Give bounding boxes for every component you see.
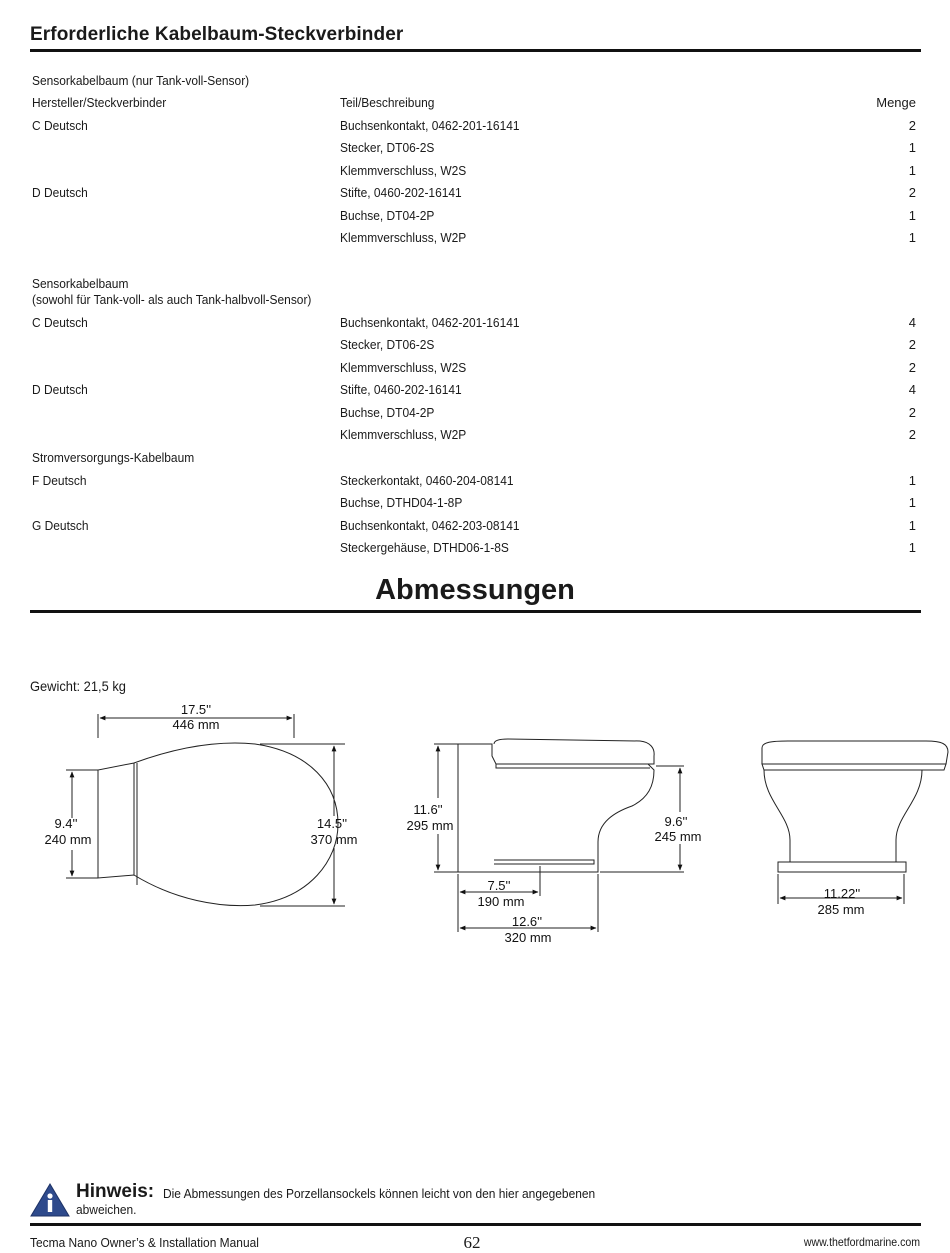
section-subtitle: (sowohl für Tank-voll- als auch Tank-halbvoll-Sensor) [32, 292, 312, 307]
dimensions-heading: Abmessungen [375, 574, 575, 606]
table-cell: Steckerkontakt, 0460-204-08141 [340, 473, 514, 488]
dim-width-in: 17.5'' [180, 702, 212, 717]
section-title: Sensorkabelbaum [32, 276, 129, 291]
dim-bowl-mm: 245 mm [654, 829, 702, 844]
table-cell: Steckergehäuse, DTHD06-1-8S [340, 540, 509, 555]
table-cell: 1 [908, 473, 916, 488]
table-cell: Stifte, 0460-202-16141 [340, 185, 462, 200]
table-cell: Buchsenkontakt, 0462-201-16141 [340, 118, 520, 133]
table-cell: D Deutsch [32, 185, 88, 200]
table-cell: 2 [908, 337, 916, 352]
table-cell: Buchse, DT04-2P [340, 405, 435, 420]
footer-rule [30, 1223, 921, 1226]
info-warning-icon [30, 1183, 70, 1217]
table-cell: Klemmverschluss, W2S [340, 163, 467, 178]
note-title: Hinweis: [76, 1181, 155, 1202]
table-cell: C Deutsch [32, 315, 88, 330]
table-cell: Klemmverschluss, W2P [340, 427, 467, 442]
table-cell: Klemmverschluss, W2S [340, 360, 467, 375]
table-cell: 2 [908, 360, 916, 375]
front-view-drawing [762, 741, 948, 904]
section-title: Sensorkabelbaum (nur Tank-voll-Sensor) [32, 73, 250, 88]
table-cell: C Deutsch [32, 118, 88, 133]
dim-bowl-in: 9.6'' [664, 814, 688, 829]
table-cell: 2 [908, 427, 916, 442]
table-cell: 1 [908, 140, 916, 155]
side-view-drawing [434, 739, 684, 932]
section-title: Stromversorgungs-Kabelbaum [32, 450, 195, 465]
table-cell: 1 [908, 208, 916, 223]
table-cell: Klemmverschluss, W2P [340, 230, 467, 245]
dim-front-width-in: 11.22'' [823, 886, 861, 901]
dim-length-in: 12.6'' [511, 914, 543, 929]
dim-width-mm: 446 mm [172, 717, 220, 732]
table-cell: 4 [908, 315, 916, 330]
dim-right-in: 14.5'' [316, 816, 348, 831]
note-text: Die Abmessungen des Porzellansockels können leicht von den hier angegebenen [163, 1186, 596, 1201]
top-view-labels [45, 702, 358, 847]
column-header-part: Teil/Beschreibung [340, 95, 435, 110]
table-cell: Stecker, DT06-2S [340, 140, 435, 155]
column-header-manufacturer: Hersteller/Steckverbinder [32, 95, 167, 110]
table-cell: 2 [908, 405, 916, 420]
table-cell: Buchsenkontakt, 0462-203-08141 [340, 518, 520, 533]
dim-height-mm: 295 mm [406, 818, 454, 833]
table-cell: 4 [908, 382, 916, 397]
dimensions-rule [30, 610, 921, 613]
table-cell: 1 [908, 518, 916, 533]
dim-base-in: 7.5'' [487, 878, 511, 893]
table-cell: D Deutsch [32, 382, 88, 397]
weight-label: Gewicht: 21,5 kg [30, 678, 126, 694]
dim-height-in: 11.6'' [413, 802, 443, 817]
dim-left-in: 9.4'' [54, 816, 78, 831]
dimension-drawings [0, 690, 950, 960]
top-view-drawing [66, 714, 348, 906]
title-rule [30, 49, 921, 52]
table-cell: 1 [908, 540, 916, 555]
dim-left-mm: 240 mm [44, 832, 92, 847]
dim-base-mm: 190 mm [477, 894, 525, 909]
footer-manual-title: Tecma Nano Owner’s & Installation Manual [30, 1235, 259, 1250]
side-view-labels [407, 802, 702, 945]
table-cell: Stifte, 0460-202-16141 [340, 382, 462, 397]
table-cell: Buchsenkontakt, 0462-201-16141 [340, 315, 520, 330]
front-view-labels [818, 886, 865, 917]
column-header-qty: Menge [876, 95, 916, 110]
dim-right-mm: 370 mm [310, 832, 358, 847]
footer-website: www.thetfordmarine.com [803, 1235, 920, 1249]
table-cell: 1 [908, 163, 916, 178]
note-text-continued: abweichen. [76, 1202, 137, 1217]
dim-length-mm: 320 mm [504, 930, 552, 945]
page-title: Erforderliche Kabelbaum-Steckverbinder [30, 24, 404, 45]
table-cell: Buchse, DTHD04-1-8P [340, 495, 463, 510]
table-cell: 2 [908, 118, 916, 133]
table-cell: 1 [908, 230, 916, 245]
table-cell: Buchse, DT04-2P [340, 208, 435, 223]
table-cell: G Deutsch [32, 518, 89, 533]
page-number: 62 [463, 1233, 481, 1252]
table-cell: Stecker, DT06-2S [340, 337, 435, 352]
table-cell: 1 [908, 495, 916, 510]
dim-front-width-mm: 285 mm [817, 902, 865, 917]
table-cell: F Deutsch [32, 473, 87, 488]
table-cell: 2 [908, 185, 916, 200]
